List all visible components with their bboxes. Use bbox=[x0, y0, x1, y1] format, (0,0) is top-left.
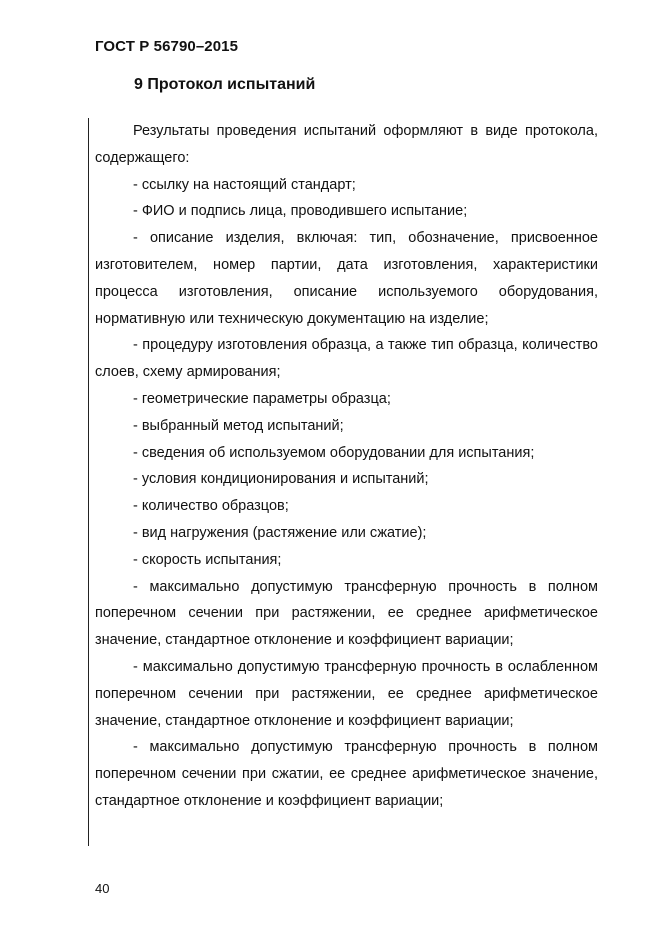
list-item: - геометрические параметры образца; bbox=[133, 390, 391, 407]
page-number: 40 bbox=[95, 881, 110, 896]
list-item: - описание изделия, включая: тип, обозначение, присвоенное изготовителем, номер партии, дата изготовления, характеристики процесса изготовления, описание используемого оборудования, нормативную или техническую документацию на изделие; bbox=[95, 230, 598, 327]
list-item: - максимально допустимую трансферную прочность в ослабленном поперечном сечении при растяжении, ее среднее арифметическое значение, стандартное отклонение и коэффициент вариации; bbox=[95, 658, 598, 729]
list-item: - максимально допустимую трансферную прочность в полном поперечном сечении при сжатии, ее среднее арифметическое значение, стандартное отклонение и коэффициент вариации; bbox=[95, 739, 598, 809]
list-item: - ФИО и подпись лица, проводившего испытание; bbox=[133, 203, 468, 220]
list-item: - ссылку на настоящий стандарт; bbox=[133, 176, 356, 193]
section-body bbox=[95, 118, 598, 815]
paragraph-intro: Результаты проведения испытаний оформляют в виде протокола, содержащего: bbox=[95, 123, 598, 166]
list-item: - выбранный метод испытаний; bbox=[133, 417, 344, 434]
section-title: 9 Протокол испытаний bbox=[134, 76, 316, 93]
list-item: - вид нагружения (растяжение или сжатие); bbox=[133, 524, 427, 541]
list-item: - процедуру изготовления образца, а также тип образца, количество слоев, схему армирования; bbox=[95, 337, 598, 381]
list-item: - количество образцов; bbox=[133, 498, 289, 515]
list-item: - условия кондиционирования и испытаний; bbox=[133, 471, 429, 488]
document-header: ГОСТ Р 56790–2015 bbox=[95, 38, 239, 55]
list-item: - скорость испытания; bbox=[133, 551, 282, 568]
list-item: - сведения об используемом оборудовании для испытания; bbox=[133, 444, 535, 461]
list-item: - максимально допустимую трансферную прочность в полном поперечном сечении при растяжении, ее среднее арифметическое значение, стандартное отклонение и коэффициент вариации; bbox=[95, 578, 598, 649]
change-bar bbox=[88, 118, 89, 846]
